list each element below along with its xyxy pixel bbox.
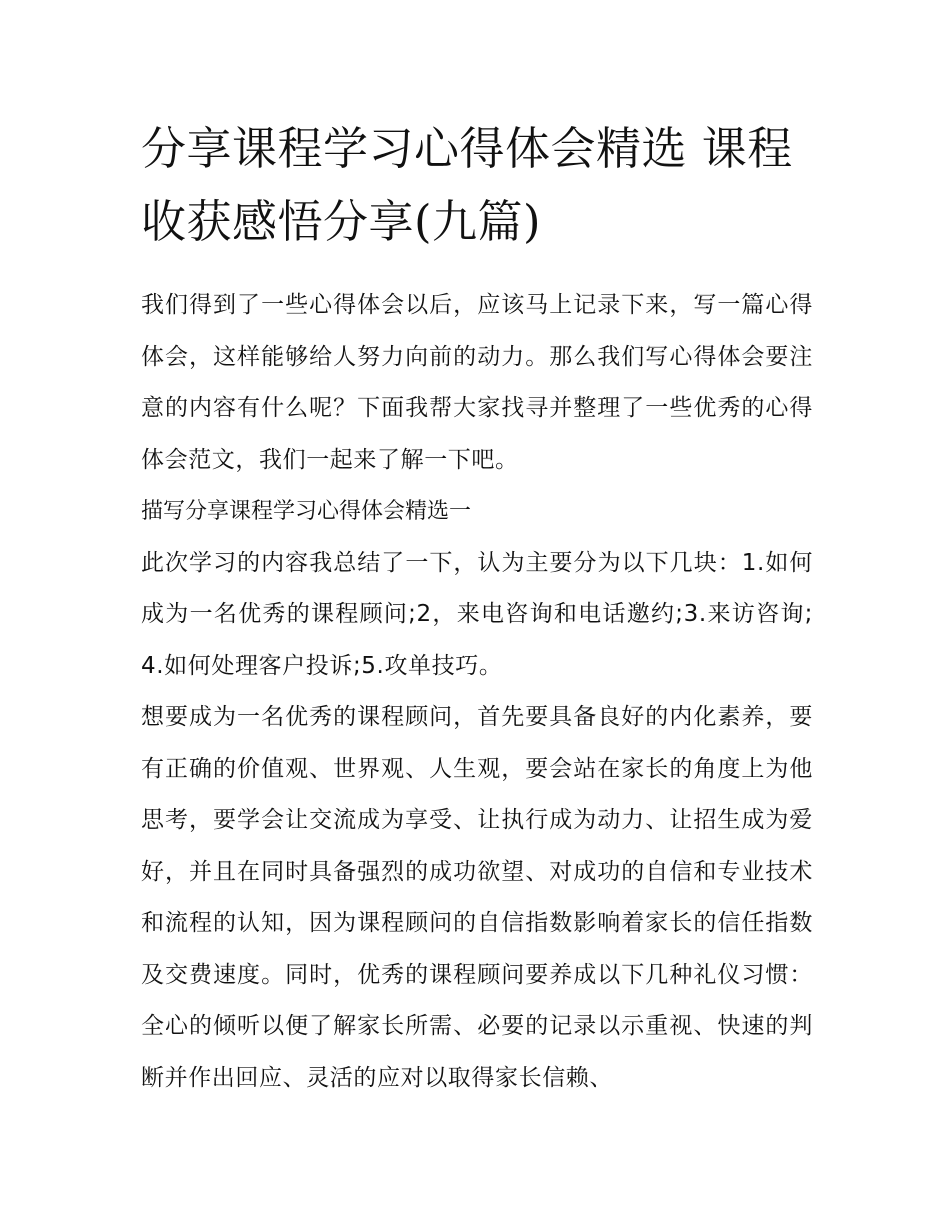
body-paragraph-2: 想要成为一名优秀的课程顾问，首先要具备良好的内化素养，要有正确的价值观、世界观、人生观，要会站在家长的角度上为他思考，要学会让交流成为享受、让执行成为动力、让招生成为爱好，并且在同时具备强烈的成功欲望、对成功的自信和专业技术和流程的认知，因为课程顾问的自信指数影响着家长的信任指数及交费速度。同时，优秀的课程顾问要养成以下几种礼仪习惯：全心的倾听以便了解家长所需、必要的记录以示重视、快速的判断并作出回应、灵活的应对以取得家长信赖、: [141, 704, 813, 1091]
section-heading: 描写分享课程学习心得体会精选一: [141, 499, 472, 524]
intro-paragraph: 我们得到了一些心得体会以后，应该马上记录下来，写一篇心得体会，这样能够给人努力向前的动力。那么我们写心得体会要注意的内容有什么呢？下面我帮大家找寻并整理了一些优秀的心得体会范文，我们一起来了解一下吧。: [141, 292, 813, 473]
document-body: [141, 280, 813, 1104]
body-paragraph-1: 此次学习的内容我总结了一下，认为主要分为以下几块：1.如何成为一名优秀的课程顾问;2，来电咨询和电话邀约;3.来访咨询;4.如何处理客户投诉;5.攻单技巧。: [141, 549, 813, 679]
document-title: 分享课程学习心得体会精选 课程收获感悟分享(九篇): [141, 122, 793, 248]
document-content: [141, 112, 813, 1104]
